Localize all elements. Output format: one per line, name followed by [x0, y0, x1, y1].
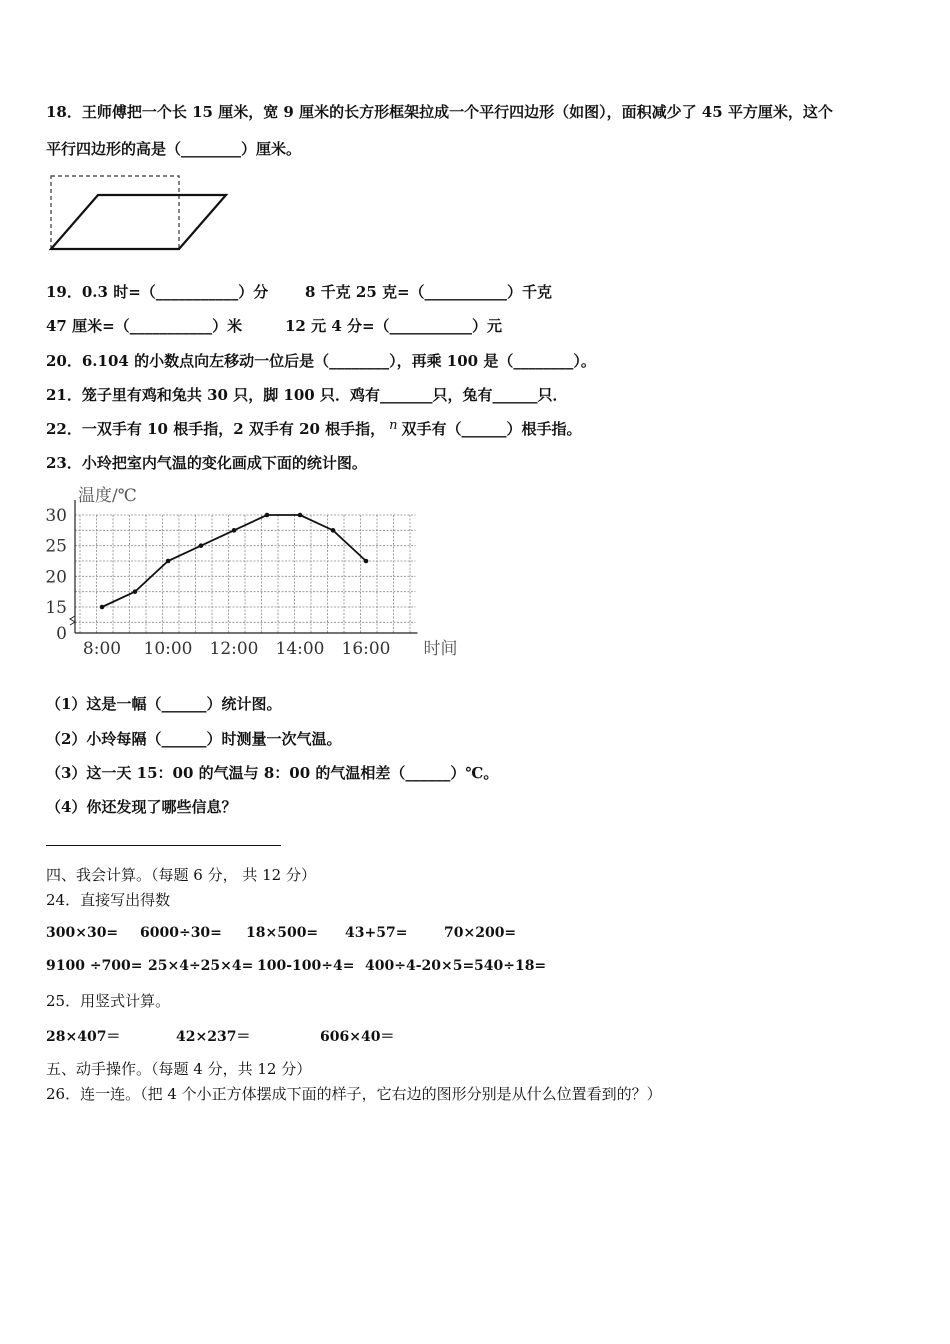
- data-point: [100, 605, 105, 610]
- q19-line2b: 12 元 4 分=（___________）元: [285, 317, 503, 335]
- calc-item: 43+57=: [345, 925, 408, 941]
- calc-item: 42×237＝: [176, 1029, 251, 1045]
- data-point: [133, 589, 138, 594]
- parallelogram-figure: [46, 172, 236, 254]
- calc-item: 70×200=: [444, 925, 517, 941]
- q22-after: 双手有（______）根手指。: [401, 420, 582, 438]
- calc-item: 400÷4-20×5=: [365, 958, 475, 974]
- calc-item: 25×4÷25×4=: [148, 958, 254, 974]
- x-tick-label: 16:00: [341, 639, 391, 659]
- q23-sub3: （3）这一天 15：00 的气温与 8：00 的气温相差（______）℃。: [46, 764, 499, 782]
- y-tick-label: 30: [45, 506, 67, 526]
- q22-before: 22．一双手有 10 根手指，2 双手有 20 根手指，: [46, 420, 386, 438]
- q19-line2a: 47 厘米=（___________）米: [46, 317, 243, 335]
- x-tick-label: 12:00: [209, 639, 259, 659]
- q23-sub4: （4）你还发现了哪些信息？: [46, 798, 237, 816]
- calc-item: 300×30=: [46, 925, 119, 941]
- y-tick-label: 15: [45, 598, 67, 618]
- q18-line2: 平行四边形的高是（________）厘米。: [46, 140, 302, 158]
- answer-line: [46, 845, 281, 846]
- calc-item: 606×40＝: [320, 1029, 395, 1045]
- x-tick-label: 14:00: [275, 639, 325, 659]
- q18-line1: 18．王师傅把一个长 15 厘米，宽 9 厘米的长方形框架拉成一个平行四边形（如图），面积减少了 45 平方厘米，这个: [46, 103, 833, 121]
- x-axis-title: 时间: [423, 639, 458, 659]
- q23-sub1: （1）这是一幅（______）统计图。: [46, 695, 282, 713]
- data-point: [199, 543, 204, 548]
- y-tick-label: 25: [45, 536, 67, 557]
- q26-stem: 26．连一连。（把 4 个小正方体摆成下面的样子，它右边的图形分别是从什么位置看到的？）: [46, 1085, 662, 1103]
- calc-item: 100-100÷4=: [257, 958, 355, 974]
- calc-item: 540÷18=: [474, 958, 547, 974]
- q22-variable: n: [389, 418, 398, 433]
- chart-axes: [70, 500, 418, 633]
- data-point: [331, 528, 336, 533]
- data-point: [232, 528, 237, 533]
- y-tick-label: 0: [56, 624, 67, 644]
- calc-item: 28×407＝: [46, 1029, 121, 1045]
- q23-stem: 23．小玲把室内气温的变化画成下面的统计图。: [46, 454, 367, 472]
- x-tick-label: 10:00: [143, 639, 193, 659]
- section5-heading: 五、动手操作。（每题 4 分，共 12 分）: [46, 1060, 312, 1078]
- y-axis-title: 温度/℃: [78, 486, 137, 506]
- temperature-line-chart: [40, 480, 458, 665]
- data-point: [166, 559, 171, 564]
- y-tick-label: 20: [45, 567, 67, 588]
- q19-line1b: 8 千克 25 克=（___________）千克: [305, 283, 553, 301]
- q23-sub2: （2）小玲每隔（______）时测量一次气温。: [46, 730, 342, 748]
- data-point: [298, 513, 303, 518]
- calc-item: 9100 ÷700=: [46, 958, 143, 974]
- q24-stem: 24．直接写出得数: [46, 891, 171, 909]
- chart-grid: [75, 515, 416, 633]
- q25-stem: 25．用竖式计算。: [46, 992, 171, 1010]
- axis-break-mark: [70, 616, 75, 625]
- parallelogram-shape: [51, 195, 226, 249]
- q20-text: 20．6.104 的小数点向左移动一位后是（________），再乘 100 是（________）。: [46, 352, 596, 370]
- q19-line1a: 19．0.3 时=（___________）分: [46, 283, 269, 301]
- section4-heading: 四、我会计算。（每题 6 分， 共 12 分）: [46, 866, 316, 884]
- data-point: [265, 513, 270, 518]
- calc-item: 6000÷30=: [140, 925, 222, 941]
- calc-item: 18×500=: [246, 925, 319, 941]
- q22-text: [46, 419, 582, 441]
- data-point: [364, 559, 369, 564]
- x-tick-label: 8:00: [82, 639, 122, 659]
- rectangle-dashed-outline: [51, 176, 179, 249]
- q21-text: 21．笼子里有鸡和兔共 30 只，脚 100 只．鸡有_______只，兔有______只．: [46, 386, 568, 404]
